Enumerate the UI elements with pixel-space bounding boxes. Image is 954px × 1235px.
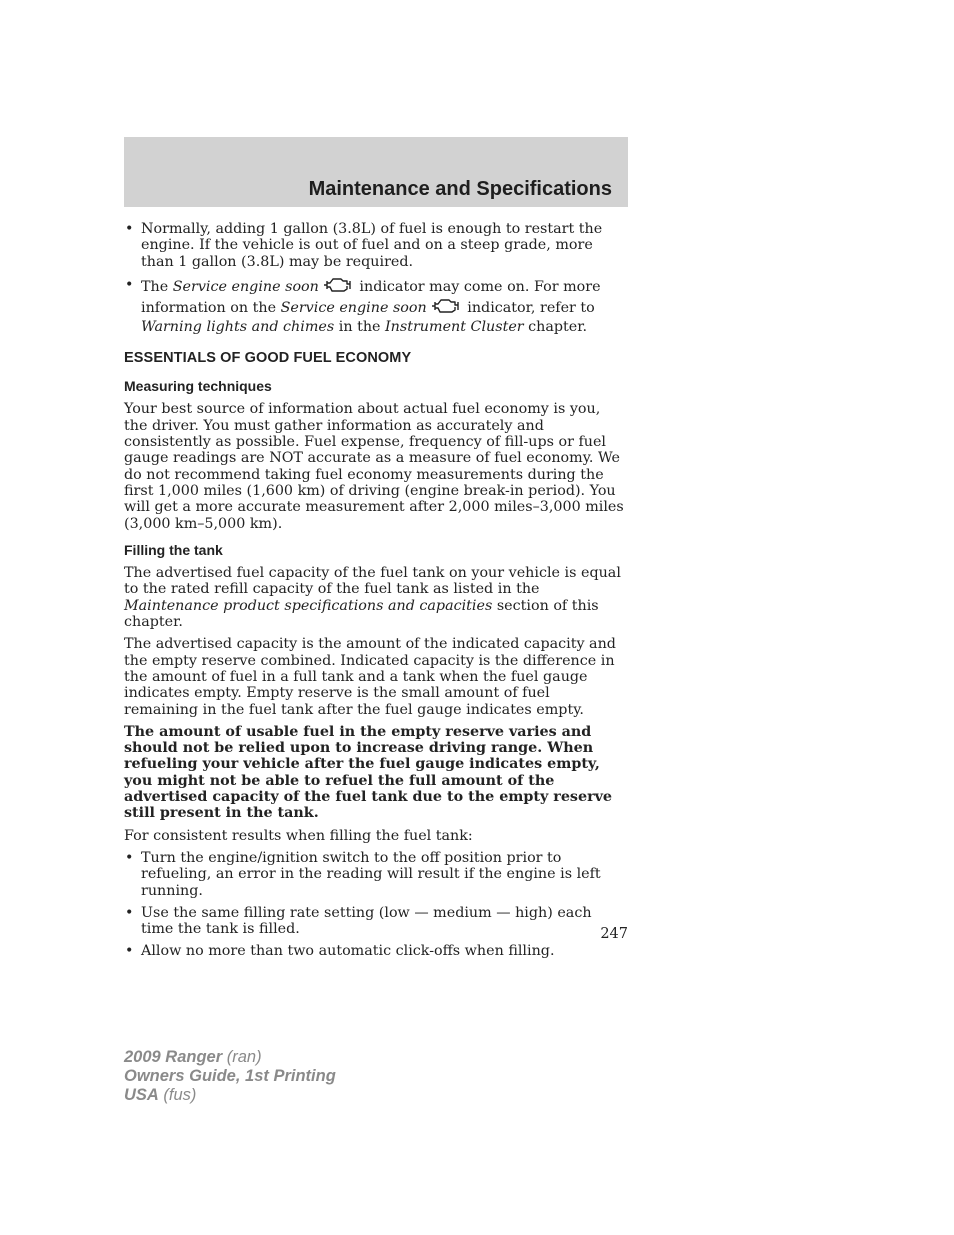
engine-icon [321, 276, 353, 294]
subheading-filling: Filling the tank [124, 541, 223, 558]
subheading-measuring: Measuring techniques [124, 378, 272, 395]
page-number: 247 [600, 926, 628, 942]
measuring-paragraph: Your best source of information about actual fuel economy is you, the driver. You must gather information as accurately and consistently as possible. Fuel expense, frequency of fill-ups or fuel gauge readings are NOT accurate as a measure of fuel economy. We do not recommend taking fuel economy measurements during the first 1,000 miles (1,600 km) of driving (engine break-in period). You will get a more accurate measurement after 2,000 miles–3,000 miles (3,000 km–5,000 km). [124, 401, 624, 532]
section-heading: ESSENTIALS OF GOOD FUEL ECONOMY [124, 349, 412, 366]
section-header-band [124, 137, 628, 207]
intro-bullet-list [124, 221, 628, 337]
list-item: • Allow no more than two automatic click-offs when filling. [124, 943, 628, 959]
footer-line-1: 2009 Ranger (ran) [124, 1048, 262, 1066]
list-item: • The Service engine soon indicator may come on. For more information on the Service engine soon indicator, refer to Warning lights and chimes in the Instrument Cluster chapter. [124, 276, 628, 337]
filling-paragraph-2: The advertised capacity is the amount of the indicated capacity and the empty reserve combined. Indicated capacity is the difference in the amount of fuel in a full tank and a tank when the fuel gauge indicates empty. Empty reserve is the small amount of fuel remaining in the fuel tank after the fuel gauge indicates empty. [124, 636, 616, 718]
bullet-text: Normally, adding 1 gallon (3.8L) of fuel is enough to restart the engine. If the vehicle is out of fuel and on a steep grade, more than 1 gallon (3.8L) may be required. [141, 221, 603, 270]
footer-line-2: Owners Guide, 1st Printing [124, 1067, 336, 1085]
filling-bullet-list [124, 850, 628, 960]
section-title: Maintenance and Specifications [308, 178, 612, 200]
list-item: • Use the same filling rate setting (low — medium — high) each time the tank is filled. [124, 905, 628, 938]
list-item: • Turn the engine/ignition switch to the off position prior to refueling, an error in the reading will result if the engine is left running. [124, 850, 628, 899]
engine-icon [429, 297, 461, 315]
footer-line-3: USA (fus) [124, 1086, 197, 1104]
reserve-warning: The amount of usable fuel in the empty reserve varies and should not be relied upon to increase driving range. When refueling your vehicle after the fuel gauge indicates empty, you might not be able to refuel the full amount of the advertised capacity of the fuel tank due to the empty reserve still present in the tank. [124, 723, 613, 822]
filling-paragraph-1: The advertised fuel capacity of the fuel tank on your vehicle is equal to the rated refill capacity of the fuel tank as listed in the Maintenance product specifications and capacities section of this chapter. [124, 565, 621, 631]
list-item [124, 221, 628, 270]
page-content [124, 221, 628, 966]
document-footer [124, 1048, 336, 1105]
filling-paragraph-3: For consistent results when filling the fuel tank: [124, 827, 473, 844]
